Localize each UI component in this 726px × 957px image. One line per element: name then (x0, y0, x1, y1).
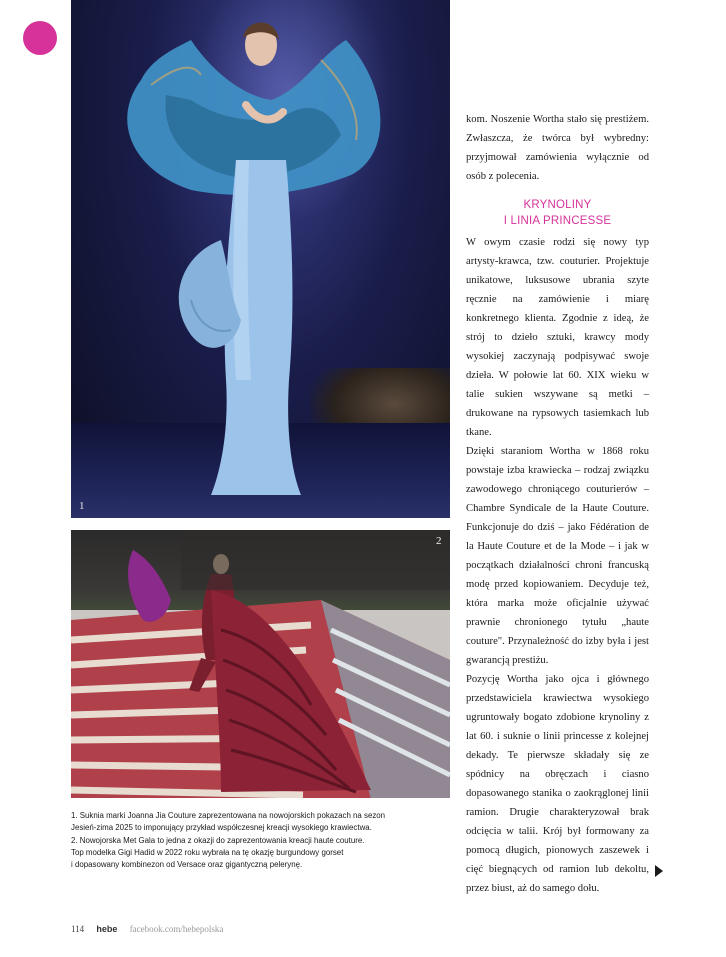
page-footer (71, 924, 233, 934)
caption-line: 1. Suknia marki Joanna Jia Couture zaprezentowana na nowojorskich pokazach na sezon (71, 811, 386, 820)
caption-line: i dopasowany kombinezon od Versace oraz gigantyczną pelerynę. (71, 860, 303, 870)
page-number: 114 (71, 924, 85, 934)
photo-caption (71, 810, 450, 871)
heading-line-2: I LINIA PRINCESSE (503, 215, 612, 227)
gown-burgundy-illustration (71, 530, 450, 798)
footer-url: facebook.com/hebepolska (129, 924, 224, 934)
continue-arrow-icon (655, 865, 663, 877)
article-body (466, 233, 649, 898)
section-heading (466, 197, 649, 229)
caption-line: Jesień-zima 2025 to imponujący przykład współczesnej kreacji wysokiego krawiectwa. (71, 823, 372, 833)
article-paragraph: W owym czasie rodzi się nowy typ artysty-krawca, tzw. couturier. Projektuje unikatowe, luksusowe ubrania szyte ręcznie na zamówienie i miarę konkretnego klienta. Zgodnie z ideą, że strój to dzieło sztuki, krawcy mody wysokiej zaczynają podpisywać swoje dzieła. W połowie lat 60. XIX wieku w talie sukien wszywane są metki – drukowane na rypsowych tasiemkach lub tkane. (466, 237, 649, 438)
article-paragraph: Dzięki staraniom Wortha w 1868 roku powstaje izba krawiecka – rodzaj związku zawodowego chroniącego couturierów – Chambre Syndicale de la Haute Couture. Funkcjonuje do dziś – jako Fédération de la Haute Couture et de la Mode – i jak w początkach działalności chroni francuską modę przed kopiowaniem. Decyduje też, która marka może oficjalnie używać prawnie chronionego tytułu „haute couture". Przynależność do izby była i jest gwarancją prestiżu. (466, 446, 649, 666)
caption-line: 2. Nowojorska Met Gala to jedna z okazji do zaprezentowania kreacji haute couture. (71, 835, 365, 845)
photo-runway-gown (71, 0, 450, 518)
photo-met-gala (71, 530, 450, 798)
caption-line: Top modelka Gigi Hadid w 2022 roku wybrała na tę okazję burgundowy gorset (71, 847, 344, 857)
article-paragraph: Pozycję Wortha jako ojca i głównego przedstawiciela krawiectwa wysokiego ugruntowały bogato zdobione krynoliny z lat 60. i suknie o linii princesse z kolejnej dekady. Te pierwsze składały się ze spódnicy na obręczach i ciasno dopasowanego stanika o zaokrąglonej linii ramion. Drugie charakteryzował brak odcięcia w talii. Krój był formowany za pomocą długich, pionowych zaszewek i cięć biegnących od ramion lub dekoltu, przez biust, aż do samego dołu. (466, 674, 649, 894)
section-marker-dot (23, 21, 57, 55)
photo-number-2: 2 (436, 535, 442, 547)
brand-name: hebe (96, 924, 118, 934)
gown-illustration (71, 0, 450, 518)
heading-line-1: KRYNOLINY (523, 199, 592, 211)
photo-number-1: 1 (79, 500, 85, 512)
article-top-paragraph: kom. Noszenie Wortha stało się prestiżem. Zwłaszcza, że twórca był wybredny: przyjmował zamówienia wyłącznie od osób z polecenia. (466, 114, 649, 182)
